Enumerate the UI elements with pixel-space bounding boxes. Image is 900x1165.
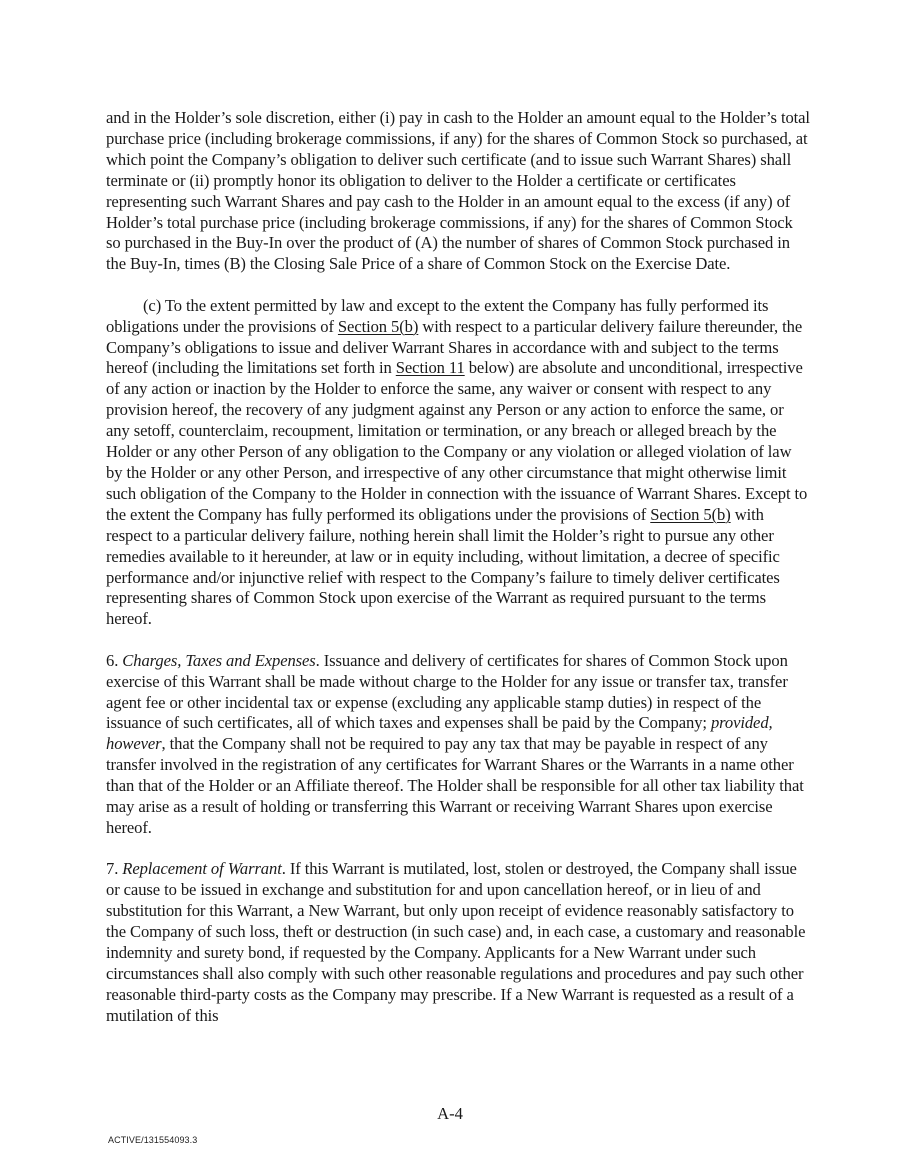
section-5b-reference: Section 5(b)	[337, 316, 419, 336]
document-body	[106, 108, 810, 1027]
paragraph-c-text-3: below) are absolute and unconditional, irrespective of any action or inaction by the Holder to enforce the same, any waiver or consent with respect to any provision hereof, the recovery of any judgment against any Person or any action to enforce the same, or any setoff, counterclaim, recoupment, limitation or termination, or any breach or alleged breach by the Holder or any other Person of any obligation to the Company or any violation or alleged violation of law by the Holder or any other Person, and irrespective of any other circumstance that might otherwise limit such obligation of the Company to the Holder in connection with the issuance of Warrant Shares. Except to the extent the Company has fully performed its obligations under the provisions of	[106, 358, 808, 524]
section-7-number: 7.	[106, 859, 123, 879]
section-6-text-1: . Issuance and delivery of certificates for shares of Common Stock upon exercise of this Warrant shall be made without charge to the Holder for any issue or transfer tax, transfer agent fee or other incidental tax or expense (excluding any applicable stamp duties) in respect of the issuance of such certificates, all of which taxes and expenses shall be paid by the Company;	[106, 650, 788, 733]
document-id: ACTIVE/131554093.3	[108, 1135, 198, 1145]
page-number: A-4	[437, 1104, 463, 1123]
paragraph-continuation-text: and in the Holder’s sole discretion, either (i) pay in cash to the Holder an amount equal to the Holder’s total purchase price (including brokerage commissions, if any) for the shares of Common Stock so purchased, at which point the Company’s obligation to deliver such certificate (and to issue such Warrant Shares) shall terminate or (ii) promptly honor its obligation to deliver to the Holder a certificate or certificates representing such Warrant Shares and pay cash to the Holder in an amount equal to the excess (if any) of Holder’s total purchase price (including brokerage commissions, if any) for the shares of Common Stock so purchased in the Buy-In over the product of (A) the number of shares of Common Stock purchased in the Buy-In, times (B) the Closing Sale Price of a share of Common Stock on the Exercise Date.	[106, 108, 810, 274]
paragraph-c-text-1: (c) To the extent permitted by law and except to the extent the Company has fully performed its obligations under the provisions of	[106, 295, 769, 336]
section-6-heading: Charges, Taxes and Expenses	[122, 650, 316, 670]
section-5b-reference-second: Section 5(b)	[650, 504, 731, 524]
paragraph-continuation	[106, 108, 810, 275]
section-6-paragraph	[106, 651, 810, 839]
section-6-number: 6.	[106, 650, 123, 670]
paragraph-c-text-4: with respect to a particular delivery failure, nothing herein shall limit the Holder’s right to pursue any other remedies available to it hereunder, at law or in equity including, without limitation, a decree of specific performance and/or injunctive relief with respect to the Company’s failure to timely deliver certificates representing shares of Common Stock upon exercise of the Warrant as required pursuant to the terms hereof.	[106, 504, 780, 629]
section-6-proviso: provided, however	[106, 713, 773, 754]
section-7-paragraph	[106, 859, 810, 1026]
paragraph-c	[106, 296, 810, 631]
paragraph-c-text-2: with respect to a particular delivery failure thereunder, the Company’s obligations to issue and deliver Warrant Shares in accordance with and subject to the terms hereof (including the limitations set forth in	[106, 316, 803, 378]
section-7-heading: Replacement of Warrant	[122, 859, 282, 879]
section-6-text-2: , that the Company shall not be required to pay any tax that may be payable in respect of any transfer involved in the registration of any certificates for Warrant Shares or the Warrants in a name other than that of the Holder or an Affiliate thereof. The Holder shall be responsible for all other tax liability that may arise as a result of holding or transferring this Warrant or receiving Warrant Shares upon exercise hereof.	[106, 734, 804, 837]
section-11-reference: Section 11	[395, 358, 465, 378]
section-7-text-1: . If this Warrant is mutilated, lost, stolen or destroyed, the Company shall issue or cause to be issued in exchange and substitution for and upon cancellation hereof, or in lieu of and substitution for this Warrant, a New Warrant, but only upon receipt of evidence reasonably satisfactory to the Company of such loss, theft or destruction (in such case) and, in each case, a customary and reasonable indemnity and surety bond, if requested by the Company. Applicants for a New Warrant under such circumstances shall also comply with such other reasonable regulations and procedures and pay such other reasonable third-party costs as the Company may prescribe. If a New Warrant is requested as a result of a mutilation of this	[106, 859, 806, 1025]
